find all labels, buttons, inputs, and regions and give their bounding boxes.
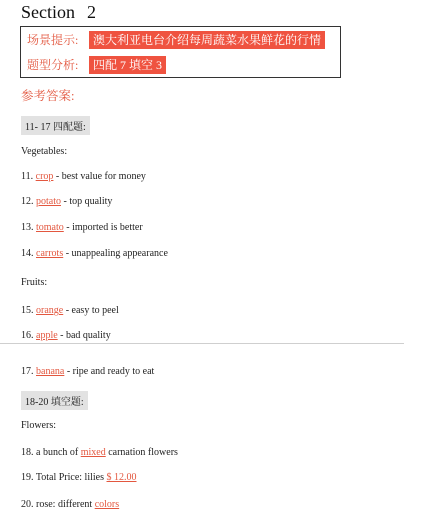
fill-item: [21, 499, 119, 510]
fill-answer: $ 12.00: [106, 472, 137, 483]
item-description: - easy to peel: [65, 305, 119, 316]
fill-answer: mixed: [80, 447, 106, 458]
item-number: 12.: [21, 196, 34, 207]
flowers-heading: Flowers:: [21, 420, 56, 431]
vegetables-heading: Vegetables:: [21, 146, 68, 157]
item-description: - bad quality: [60, 330, 111, 341]
scene-info-box: [20, 26, 341, 78]
answer-word: potato: [36, 196, 61, 207]
item-description: - imported is better: [66, 222, 143, 233]
group-tag-matching: 11- 17 四配题:: [21, 116, 90, 135]
scene-value: 澳大利亚电台介绍每周蔬菜水果鲜花的行情: [89, 31, 325, 49]
item-description: - best value for money: [55, 171, 146, 182]
fill-prefix: 18. a bunch of: [21, 447, 79, 458]
answer-item: [21, 196, 112, 207]
item-number: 17.: [21, 366, 34, 377]
answer-item: [21, 171, 146, 182]
item-number: 16.: [21, 330, 34, 341]
scene-label: 场景提示:: [27, 33, 79, 47]
fill-item: [21, 447, 178, 458]
answer-word: crop: [35, 171, 54, 182]
item-description: - unappealing appearance: [65, 248, 168, 259]
answer-item: [21, 222, 143, 233]
group-tag-fill: 18-20 填空题:: [21, 391, 88, 410]
fill-suffix: carnation flowers: [108, 447, 178, 458]
divider: [0, 343, 404, 344]
answer-word: apple: [36, 330, 58, 341]
type-label: 题型分析:: [27, 58, 79, 72]
answer-item: [21, 248, 168, 259]
scene-row: [27, 31, 325, 48]
fill-prefix: 20. rose: different: [21, 499, 93, 510]
reference-answer-heading: 参考答案:: [21, 89, 75, 103]
answer-word: orange: [36, 305, 64, 316]
section-word: Section: [21, 2, 75, 22]
item-description: - top quality: [63, 196, 113, 207]
answer-word: tomato: [36, 222, 64, 233]
fill-prefix: 19. Total Price: lilies: [21, 472, 104, 483]
answer-item: [21, 330, 111, 341]
answer-word: banana: [36, 366, 65, 377]
type-row: [27, 56, 166, 73]
fruits-heading: Fruits:: [21, 277, 48, 288]
answer-word: carrots: [36, 248, 64, 259]
item-description: - ripe and ready to eat: [66, 366, 155, 377]
item-number: 14.: [21, 248, 34, 259]
type-value: 四配 7 填空 3: [89, 56, 166, 74]
fill-answer: colors: [94, 499, 120, 510]
section-title: [21, 2, 96, 23]
fill-item: [21, 472, 137, 483]
section-number: 2: [87, 2, 96, 22]
item-number: 13.: [21, 222, 34, 233]
answer-item: [21, 366, 154, 377]
item-number: 11.: [21, 171, 34, 182]
item-number: 15.: [21, 305, 34, 316]
answer-item: [21, 305, 119, 316]
